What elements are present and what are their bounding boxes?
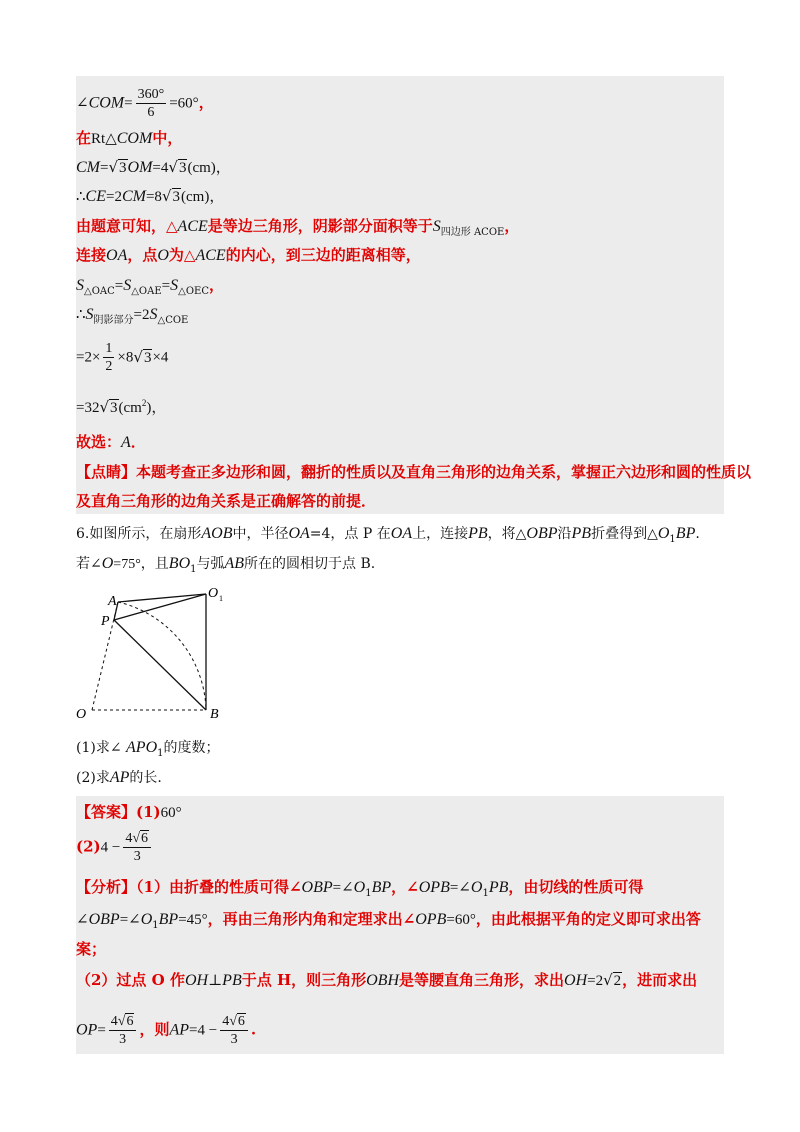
segment-pb	[114, 620, 206, 710]
question-part-2: (2)求AP的长.	[76, 769, 162, 786]
text-choose-a: 故选：A．	[76, 433, 146, 451]
text-comment-1: 【点睛】本题考查正多边形和圆，翻折的性质以及直角三角形的边角关系，掌握正六边形和圆的性质以	[76, 463, 752, 481]
question-6-line1: 6.如图所示，在扇形AOB中，半径OA=4，点 P 在OA上，连接PB，将△OBP沿PB折叠得到$\triangle O_1BP$.	[76, 525, 700, 545]
eq-triangle-areas: $S_{\triangle OAC}=S_{\triangle OAE}=S_{\triangle OEC}$，	[76, 276, 224, 297]
eq-cm: CM=√3OM=4√3(cm)，	[76, 158, 231, 176]
analysis-line4: （2）过点 O 作OH⊥PB于点 H，则三角形OBH是等腰直角三角形，求出OH=2√2，进而求出	[76, 971, 698, 989]
eq-area-result: $=32√3(cm^2)$，	[76, 398, 167, 416]
analysis-line3: 案；	[76, 940, 107, 958]
eq-shaded-area: $\therefore S_{阴影部分}=2S_{\triangle COE}$	[76, 305, 189, 326]
label-b: B	[210, 707, 219, 722]
label-a: A	[108, 594, 117, 609]
eq-ce: ∴CE=2CM=8√3(cm)，	[76, 187, 225, 205]
label-o1: O	[208, 586, 219, 601]
label-o: O	[76, 707, 87, 722]
label-p: P	[101, 614, 110, 629]
analysis-line2: $\angle OBP=\angle O_1BP=45^\circ$，再由三角形内角和定理求出∠OPB=60°，由此根据平角的定义即可求出答	[76, 910, 701, 931]
analysis-line5: OP= $\frac{4√6}{3}$ ，则AP=4 − $\frac{4√6}{3}$ .	[76, 1014, 257, 1047]
sector-fold-diagram	[70, 582, 240, 732]
text-connect-oa: 连接OA，点O为△ACE的内心，到三边的距离相等，	[76, 246, 421, 264]
text-equilateral: 由题意可知，△ACE是等边三角形，阴影部分面积等于$S_{四边形 ACOE}$，	[76, 217, 520, 238]
question-part-1: (1)求∠ $APO_1$的度数；	[76, 739, 220, 759]
label-o1-sub: 1	[219, 594, 223, 603]
question-6-line2: 若∠O=75°，且$BO_1$与弧AB所在的圆相切于点 B.	[76, 555, 376, 575]
text-comment-2: 及直角三角形的边角关系是正确解答的前提．	[76, 492, 377, 510]
eq-angle-com: ∠COM= $\frac{360^\circ}{6}$ =60°，	[76, 87, 214, 120]
text-in-rt-triangle: 在Rt△COM中，	[76, 129, 183, 147]
analysis-line1: 【分析】（1）由折叠的性质可得$\angle OBP=\angle O_1BP$，$\angle OPB=\angle O_1PB$，由切线的性质可得	[76, 878, 644, 899]
eq-area-calc: =2× $\frac{1}{2}$ ×8√3×4	[76, 341, 169, 374]
answer-part-1: 【答案】(1)60°	[76, 803, 182, 821]
answer-part-2: (2)4 − $\frac{4√6}{3}$	[76, 830, 154, 865]
arc-ab	[118, 602, 206, 710]
